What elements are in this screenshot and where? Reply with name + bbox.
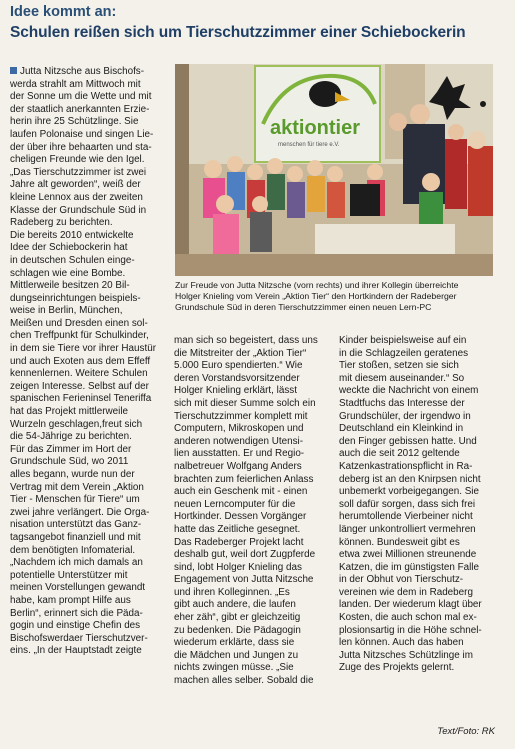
text-line: Idee der Schiebockerin hat	[10, 242, 128, 254]
text-line: cheligen Freunde wie den Igel.	[10, 154, 145, 166]
text-line: Grundschule Süd in deren Tierschutzzimmer einen neuen Lern-PC	[175, 302, 432, 313]
text-line: deshalb gut, weil dort Zugpferde	[174, 549, 316, 561]
text-line: sind, lobt Holger Knieling das	[174, 561, 302, 573]
text-column-3	[339, 335, 499, 675]
text-line: Jutta Nitzsches Schützlinge im	[339, 649, 473, 661]
text-line: len können. Auch das haben	[339, 637, 464, 649]
text-line: herumtollende Vierbeiner nicht	[339, 511, 473, 523]
text-line: und auch Exoten aus dem Effeff	[10, 355, 151, 367]
text-line: mit diesem auseinander.“ So	[339, 372, 465, 384]
text-line: meinen Vorstellungen gewandt	[10, 582, 146, 594]
text-line: eins. „In der Hauptstadt zeigte	[10, 645, 142, 657]
text-line: Stadtfuchs das Interesse der	[339, 397, 465, 409]
text-line: in deutschen Schulen einge-	[10, 254, 135, 266]
text-line: die Mädchen und Jungen zu	[174, 649, 299, 661]
text-line: Kosten, die auch schon mal ex-	[339, 612, 477, 624]
text-line: auch ein Geschenk mit - einen	[174, 486, 308, 498]
text-line: nisation unterstützt das Ganz-	[10, 519, 142, 531]
paragraph-marker	[10, 67, 17, 74]
text-line: Deutschland ein Kleinkind in	[339, 423, 464, 435]
text-line: die Mitstreiter der „Aktion Tier“	[174, 347, 307, 359]
text-line: neuen Lerncomputer für die	[174, 498, 296, 510]
text-line: Engagement von Jutta Nitzsche	[174, 574, 314, 586]
text-line: unbemerkt vorbeigegangen. Sie	[339, 486, 479, 498]
text-line: soll dafür sorgen, dass sich frei	[339, 498, 476, 510]
text-line: auch die seit 2012 geltende	[339, 448, 460, 460]
text-line: Bischofswerdaer Tierschutzver-	[10, 632, 148, 644]
text-line: Für das Zimmer im Hort der	[10, 443, 132, 455]
text-line: eher zäh“, gibt er gleichzeitig	[174, 612, 301, 624]
text-line: Mittlerweile besitzen 20 Bil-	[10, 280, 130, 292]
text-line: in dem sie Tiere vor ihrer Haustür	[10, 343, 156, 355]
article-kicker: Idee kommt an:	[10, 4, 117, 20]
text-line: alles begann, wurde nun der	[10, 469, 135, 480]
text-line: Jahre alt geworden“, weiß der	[10, 179, 141, 191]
text-line: Katzenkastrationspflicht in Ra-	[339, 460, 473, 472]
text-line: nichts zwingen müsse. „Sie	[174, 662, 294, 674]
text-line: Holger Knieling erklärt, lässt	[174, 385, 297, 397]
article-photo	[175, 64, 493, 276]
text-line: der staatlich anerkannten Erzie-	[10, 103, 150, 115]
text-line: anderen notwendigen Utensi-	[174, 435, 304, 447]
computer	[350, 184, 380, 216]
text-line: Katzen, die im günstigsten Falle	[339, 561, 479, 573]
table	[315, 224, 455, 254]
text-line: potentielle Unterstützer mit	[10, 569, 128, 581]
text-line: Grundschüler, der irgendwo in	[339, 410, 471, 422]
photo-caption	[175, 280, 495, 314]
text-line: Die bereits 2010 entwickelte	[10, 229, 134, 241]
text-line: zu bedenken. Die Pädagogin	[174, 624, 301, 636]
text-line: sich mit dieser Summe solch ein	[174, 397, 316, 409]
text-line: die 54-Jährige zu berichten.	[10, 431, 132, 443]
text-line: Holger Knieling vom Verein „Aktion Tier“ den Hortkindern der Radeberger	[175, 291, 457, 302]
text-line: können. Bundesweit gibt es	[339, 536, 460, 548]
text-line: herin ihre 25 Schützlinge. Sie	[10, 116, 139, 128]
text-line: der Sonne um die Wette und mit	[10, 91, 152, 103]
text-line: vereinen wie dem in Radeberg	[339, 586, 473, 598]
text-line: „Das Tierschutzzimmer ist zwei	[10, 166, 147, 178]
text-line: Tierschutzzimmer komplett mit	[174, 410, 308, 422]
text-line: der über ihre behaarten und sta-	[10, 141, 152, 153]
text-line: gibt auch andere, die laufen	[174, 599, 296, 611]
text-line: brachten zum feierlichen Anlass	[174, 473, 314, 485]
text-line: kleine Lennox aus der zweiten	[10, 191, 143, 203]
text-line: Kinder beispielsweise auf ein	[339, 335, 467, 346]
article-headline: Schulen reißen sich um Tierschutzzimmer einer Schiebockerin	[10, 24, 466, 41]
text-line: zwei jahre verlängert. Die Orga-	[10, 506, 150, 518]
text-line: Klasse der Grundschule Süd in	[10, 204, 147, 216]
text-line: Computern, Mikroskopen und	[174, 423, 304, 435]
author-credit: Text/Foto: RK	[437, 726, 495, 737]
text-line: dem benötigten Infomaterial.	[10, 544, 136, 556]
text-line: Vertrag mit dem Verein „Aktion	[10, 481, 144, 493]
text-line: weise in Berlin, München,	[10, 305, 123, 317]
text-line: in die Schlagzeilen geratenes	[339, 347, 469, 359]
text-line: werda strahlt am Mittwoch mit	[10, 78, 141, 90]
text-line: Zuge des Projekts gelernt.	[339, 662, 455, 674]
text-line: nalbetreuer Wolfgang Anders	[174, 460, 302, 472]
text-line: chen Treffpunkt für Schulkinder,	[10, 330, 149, 342]
text-line: lien ausstatten. Er und Regio-	[174, 448, 305, 460]
text-line: gogin und einstige Chefin des	[10, 620, 141, 632]
text-line: deberg ist an den Knirpsen nicht	[339, 473, 481, 485]
text-line: etwa zwei Millionen streunende	[339, 549, 477, 561]
text-line: spanischen Ferieninsel Teneriffa	[10, 393, 152, 405]
text-line: weckte die Nachricht von einem	[339, 385, 479, 397]
text-line-content: Jutta Nitzsche aus Bischofs-	[20, 66, 145, 77]
text-line: den Finger gebissen hatte. Und	[339, 435, 477, 447]
text-line: Hortkinder. Dessen Vorgänger	[174, 511, 307, 523]
logo-subtext: menschen für tiere e.V.	[278, 142, 340, 148]
text-line: laufen Polonaise und singen Lie-	[10, 128, 154, 140]
text-line: tagsangebot finanziell und mit	[10, 531, 141, 543]
text-line: dungseinrichtungen beispiels-	[10, 292, 141, 304]
text-line: Radeberg zu berichten.	[10, 217, 113, 229]
text-line: 5.000 Euro spendierten.“ Wie	[174, 360, 303, 372]
text-line: wiederum erklärte, dass sie	[174, 637, 295, 649]
logo-text: aktiontier	[270, 117, 361, 139]
text-line: Tier stoßen, setzen sie sich	[339, 360, 459, 372]
text-line: länger unkontrolliert vermehren	[339, 523, 476, 535]
group-photo	[175, 64, 493, 276]
text-line: und ihren Kolleginnen. „Es	[174, 586, 290, 598]
text-line: machen alles selber. Sobald die	[174, 675, 314, 687]
text-line: in der Obhut von Tierschutz-	[339, 574, 464, 586]
text-line: „Nachdem ich mich damals an	[10, 557, 143, 569]
text-line: landen. Der wiederum klagt über	[339, 599, 482, 611]
text-column-1	[10, 66, 170, 658]
text-line: man sich so begeistert, dass uns	[174, 335, 318, 346]
text-line: zeigen Interesse. Selbst auf der	[10, 380, 149, 392]
text-line: hat das Projekt mittlerweile	[10, 406, 128, 418]
text-line: Meißen und Dresden einen sol-	[10, 317, 148, 329]
text-line: Zur Freude von Jutta Nitzsche (vorn rechts) und ihrer Kollegin überreichte	[175, 280, 459, 290]
text-line: habe, kam prompt Hilfe aus	[10, 594, 131, 606]
text-line: plosionsartig in die Höhe schnel-	[339, 624, 482, 636]
text-line: Das Radeberger Projekt lacht	[174, 536, 304, 548]
text-line: kennenlernen. Weitere Schulen	[10, 368, 148, 380]
text-line: Tier - Menschen für Tiere“ um	[10, 494, 140, 506]
text-line: schlagen wie eine Bombe.	[10, 267, 126, 279]
text-line	[10, 66, 170, 79]
text-line: hatte das Zeitliche gesegnet.	[174, 523, 301, 535]
text-line: deren Vorstandsvorsitzender	[174, 372, 300, 384]
text-column-2	[174, 335, 334, 688]
text-line: Wurzeln geschlagen,freut sich	[10, 418, 143, 430]
text-line: Grundschule Süd, wo 2011	[10, 456, 129, 468]
text-line: Berlin“, erinnert sich die Päda-	[10, 607, 143, 619]
